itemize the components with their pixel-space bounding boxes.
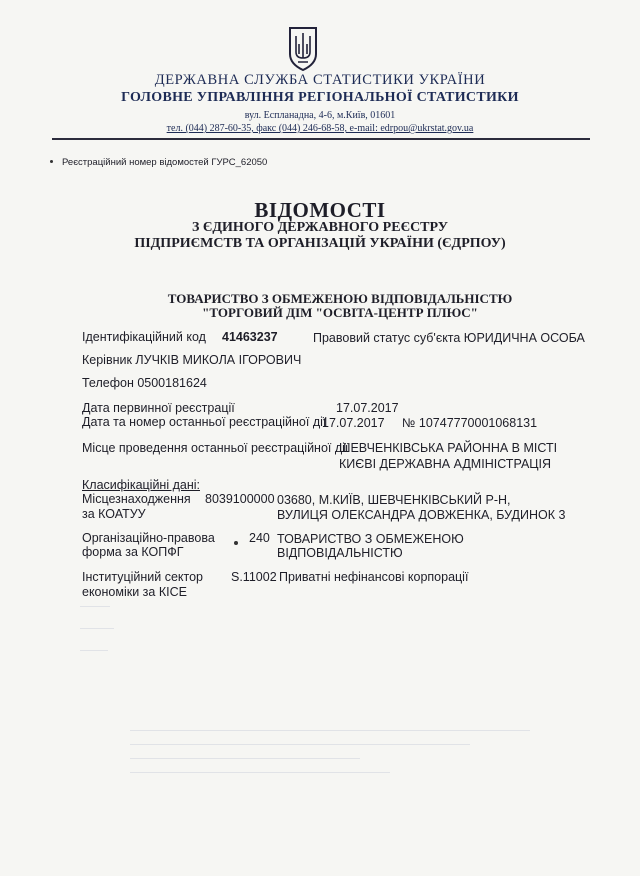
show-through-mark <box>130 758 360 759</box>
kise-code: S.11002 <box>231 570 277 584</box>
id-code-value: 41463237 <box>222 330 278 344</box>
kise-value: Приватні нефінансові корпорації <box>279 570 469 584</box>
last-registration-place-line1: ШЕВЧЕНКІВСЬКА РАЙОННА В МІСТІ <box>339 441 558 455</box>
kise-label-line2: економіки за КІСЕ <box>82 585 187 599</box>
kise-label-line1: Інституційний сектор <box>82 570 204 584</box>
koatuu-label-line1: Місцезнаходження <box>82 492 191 506</box>
show-through-mark <box>130 744 470 745</box>
kopfg-value-line1: ТОВАРИСТВО З ОБМЕЖЕНОЮ <box>277 532 464 546</box>
document-subtitle-line1: З ЄДИНОГО ДЕРЖАВНОГО РЕЄСТРУ <box>192 220 448 235</box>
legal-status: Правовий статус суб'єкта ЮРИДИЧНА ОСОБА <box>313 331 585 345</box>
kopfg-label-line1: Організаційно-правова <box>82 531 215 545</box>
show-through-mark <box>80 628 114 629</box>
last-registration-date: 17.07.2017 <box>322 416 385 430</box>
department-name: ГОЛОВНЕ УПРАВЛІННЯ РЕГІОНАЛЬНОЇ СТАТИСТИКИ <box>121 90 519 105</box>
last-registration-number: № 10747770001068131 <box>402 416 538 430</box>
show-through-mark <box>130 772 390 773</box>
kopfg-label-line2: форма за КОПФГ <box>82 545 184 559</box>
first-registration-date: 17.07.2017 <box>336 401 399 415</box>
show-through-mark <box>80 650 108 651</box>
agency-name: ДЕРЖАВНА СЛУЖБА СТАТИСТИКИ УКРАЇНИ <box>154 72 486 88</box>
organization-name-line2: "ТОРГОВИЙ ДІМ "ОСВІТА-ЦЕНТР ПЛЮС" <box>202 305 478 320</box>
header-divider <box>52 138 590 140</box>
agency-address: вул. Еспланадна, 4-6, м.Київ, 01601 <box>244 110 396 121</box>
organization-name-line1: ТОВАРИСТВО З ОБМЕЖЕНОЮ ВІДПОВІДАЛЬНІСТЮ <box>167 291 513 306</box>
koatuu-value-line1: 03680, М.КИЇВ, ШЕВЧЕНКІВСЬКИЙ Р-Н, <box>277 493 511 507</box>
last-registration-place-label: Місце проведення останньої реєстраційної дії <box>82 441 349 455</box>
last-registration-place-line2: КИЄВІ ДЕРЖАВНА АДМІНІСТРАЦІЯ <box>339 457 552 471</box>
koatuu-value-line2: ВУЛИЦЯ ОЛЕКСАНДРА ДОВЖЕНКА, БУДИНОК 3 <box>277 508 566 522</box>
document-title: ВІДОМОСТІ <box>254 198 386 222</box>
document-subtitle-line2: ПІДПРИЄМСТВ ТА ОРГАНІЗАЦІЙ УКРАЇНИ (ЄДРПОУ) <box>134 236 506 251</box>
agency-contacts: тел. (044) 287-60-35, факс (044) 246-68-58, e-mail: edrpou@ukrstat.gov.ua <box>166 123 474 134</box>
koatuu-label-line2: за КОАТУУ <box>82 507 146 521</box>
trident-emblem-icon <box>286 24 320 72</box>
kopfg-code: 240 <box>249 531 270 545</box>
head-name: Керівник ЛУЧКІВ МИКОЛА ІГОРОВИЧ <box>82 353 302 367</box>
ink-dot <box>234 541 238 545</box>
registration-number: Реєстраційний номер відомостей ГУРС_62050 <box>62 157 268 168</box>
classification-heading: Класифікаційні дані: <box>82 478 200 492</box>
id-code-label: Ідентифікаційний код <box>82 330 206 344</box>
last-registration-label: Дата та номер останньої реєстраційної дії <box>82 415 327 429</box>
ink-dot <box>50 160 53 163</box>
show-through-mark <box>130 730 530 731</box>
koatuu-code: 8039100000 <box>205 492 275 506</box>
phone: Телефон 0500181624 <box>82 376 207 390</box>
show-through-mark <box>80 606 110 607</box>
first-registration-label: Дата первинної реєстрації <box>82 401 235 415</box>
kopfg-value-line2: ВІДПОВІДАЛЬНІСТЮ <box>277 546 403 560</box>
